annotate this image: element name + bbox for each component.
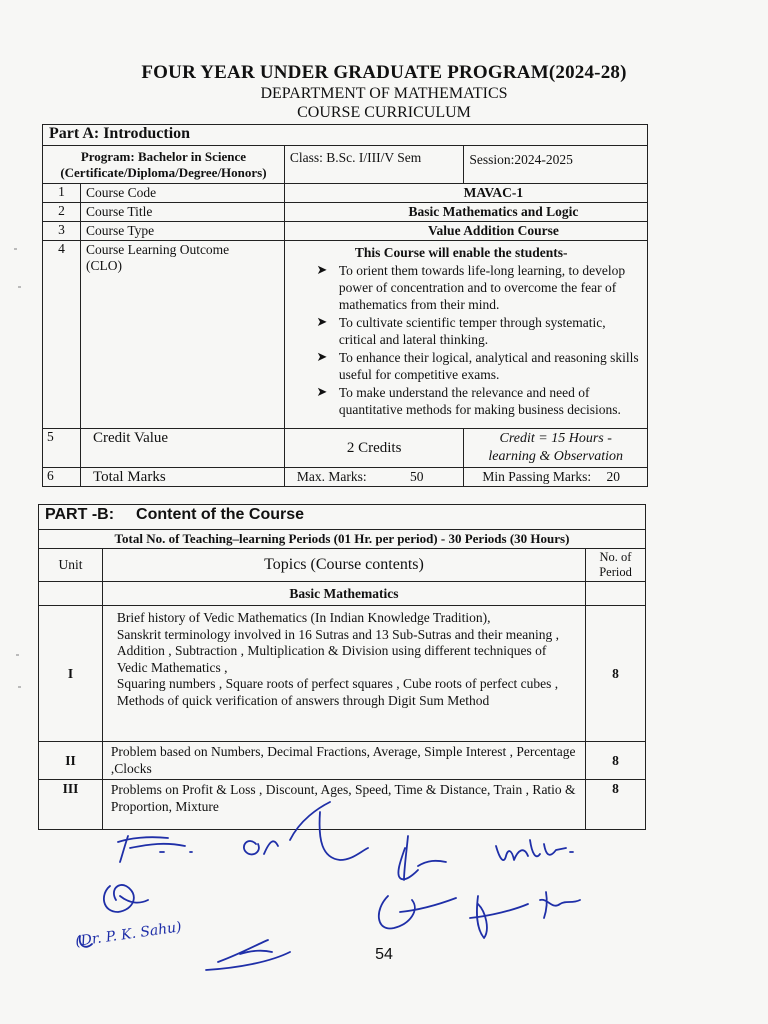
clo-row xyxy=(43,241,648,429)
course-title-value: Basic Mathematics and Logic xyxy=(284,203,647,222)
total-periods: Total No. of Teaching–learning Periods (01 Hr. per period) - 30 Periods (30 Hours) xyxy=(39,530,646,549)
row-label: Course Code xyxy=(80,184,284,203)
clo-item: ➤ To make understand the relevance and need of quantitative methods for making business decisions. xyxy=(305,384,641,418)
part-a-heading: Part A: Introduction xyxy=(43,125,648,146)
course-code-row xyxy=(43,184,648,203)
row-number: 3 xyxy=(43,222,81,241)
scan-speck xyxy=(16,654,19,656)
unit-topics: Brief history of Vedic Mathematics (In Indian Knowledge Tradition), Sanskrit terminology involved in 16 Sutras and 13 Sub-Sutras and their meaning , Addition , Subtraction , Multiplication & Division using different techniques of Vedic Mathematics , Squaring numbers , Square roots of perfect squares , Cube roots of perfect cubes , Methods of quick verification of answers through Digit Sum Method xyxy=(102,606,585,742)
row-number: 4 xyxy=(43,241,81,429)
clo-content xyxy=(284,241,647,429)
row-number: 2 xyxy=(43,203,81,222)
credit-value: 2 Credits xyxy=(284,429,464,468)
unit-row xyxy=(39,606,646,742)
signature-5 xyxy=(104,885,148,912)
topics-column-header: Topics (Course contents) xyxy=(102,549,585,582)
signature-name: (Dr. P. K. Sahu) xyxy=(74,919,183,950)
page-number: 54 xyxy=(375,946,393,963)
credit-row xyxy=(43,429,648,468)
clo-intro: This Course will enable the students- xyxy=(354,245,568,260)
signature-4 xyxy=(496,840,573,860)
arrow-bullet-icon: ➤ xyxy=(316,262,328,277)
program-types: (Certificate/Diploma/Degree/Honors) xyxy=(60,165,267,180)
unit-topics: Problems on Profit & Loss , Discount, Ages, Speed, Time & Distance, Train , Ratio & Proportion, Mixture xyxy=(102,780,585,830)
part-b-table xyxy=(38,504,646,830)
clo-item: ➤ To orient them towards life-long learning, to develop power of concentration and to overcome the fear of mathematics from their mind. xyxy=(305,262,641,313)
signature-9 xyxy=(540,892,580,918)
credit-label: Credit Value xyxy=(80,429,284,468)
arrow-bullet-icon: ➤ xyxy=(316,314,328,329)
part-b-heading: PART -B: Content of the Course xyxy=(39,505,646,530)
max-marks: Max. Marks: 50 xyxy=(284,468,464,487)
marks-label: Total Marks xyxy=(80,468,284,487)
course-title-row xyxy=(43,203,648,222)
unit-number: I xyxy=(39,606,103,742)
department-name: DEPARTMENT OF MATHEMATICS xyxy=(260,85,508,102)
period-column-header: No. of Period xyxy=(586,549,646,582)
min-marks: Min Passing Marks: 20 xyxy=(464,468,648,487)
section-title: Basic Mathematics xyxy=(102,582,585,606)
class-cell: Class: B.Sc. I/III/V Sem xyxy=(284,146,464,184)
course-code-value: MAVAC-1 xyxy=(284,184,647,203)
arrow-bullet-icon: ➤ xyxy=(316,349,328,364)
unit-topics: Problem based on Numbers, Decimal Fractions, Average, Simple Interest , Percentage ,Clocks xyxy=(102,742,585,780)
credit-note: Credit = 15 Hours - learning & Observation xyxy=(464,429,648,468)
clo-label-line2: (CLO) xyxy=(85,258,122,273)
clo-item: ➤ To enhance their logical, analytical and reasoning skills useful for competitive exams. xyxy=(305,349,641,383)
part-a-table xyxy=(42,124,648,487)
curriculum-title: COURSE CURRICULUM xyxy=(297,104,471,121)
row-label: Course Type xyxy=(80,222,284,241)
arrow-bullet-icon: ➤ xyxy=(316,384,328,399)
unit-number: III xyxy=(39,780,103,830)
signature-7 xyxy=(379,896,456,928)
unit-row xyxy=(39,742,646,780)
unit-number: II xyxy=(39,742,103,780)
signature-1 xyxy=(118,836,192,862)
row-number: 5 xyxy=(43,429,81,468)
signature-2 xyxy=(244,802,368,860)
row-number: 1 xyxy=(43,184,81,203)
unit-periods: 8 xyxy=(586,606,646,742)
course-type-row xyxy=(43,222,648,241)
clo-label xyxy=(80,241,284,429)
row-number: 6 xyxy=(43,468,81,487)
course-type-value: Value Addition Course xyxy=(284,222,647,241)
scan-speck xyxy=(14,248,17,250)
unit-periods: 8 xyxy=(586,742,646,780)
unit-column-header: Unit xyxy=(39,549,103,582)
marks-row xyxy=(43,468,648,487)
scan-speck xyxy=(18,286,21,288)
page-header xyxy=(0,62,768,122)
unit-periods: 8 xyxy=(586,780,646,830)
program-cell xyxy=(43,146,285,184)
row-label: Course Title xyxy=(80,203,284,222)
session-cell: Session:2024-2025 xyxy=(464,146,648,184)
signature-3 xyxy=(398,836,446,880)
scan-speck xyxy=(18,686,21,688)
clo-label-line1: Course Learning Outcome xyxy=(85,242,230,257)
signature-8 xyxy=(470,896,528,938)
program-title: FOUR YEAR UNDER GRADUATE PROGRAM(2024-28) xyxy=(141,62,627,83)
program-name: Program: Bachelor in Science xyxy=(80,149,247,164)
clo-item: ➤ To cultivate scientific temper through systematic, critical and lateral thinking. xyxy=(305,314,641,348)
